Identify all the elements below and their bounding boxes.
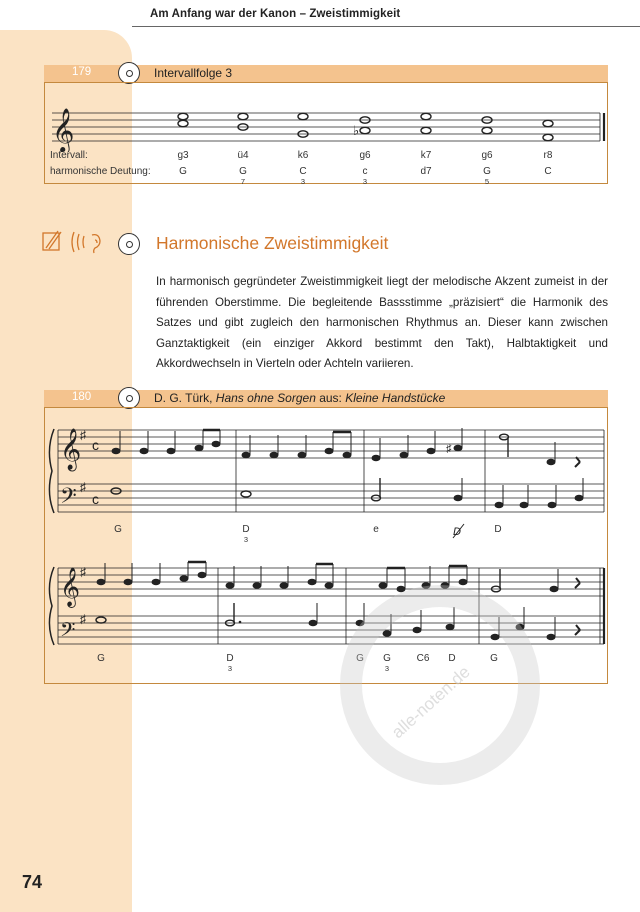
interval-value: ü4 <box>237 150 249 161</box>
chord-symbol: e <box>373 524 379 535</box>
pencil-icon <box>43 231 61 250</box>
chord-symbol: D <box>494 524 502 535</box>
section-title: Harmonische Zweistimmigkeit <box>156 233 389 253</box>
svg-text:c: c <box>92 437 99 453</box>
harmony-subscript: 3 <box>362 177 368 186</box>
cd-icon <box>118 62 140 84</box>
section-paragraph: In harmonisch gegründeter Zweistimmigkeit liegt der melodische Akzent zumeist in der führenden Oberstimme. Die begleitende Bassstimme „präzisiert“ die Harmonik des Satzes und gibt zugleich den harmonischen Rhythmus an. Dieser kann zwischen Ganztaktigkeit (ein einziger Akkord bestimmt den Takt), Halbtaktigkeit und Akkordwechseln in Vierteln oder Achteln variieren. <box>156 275 608 370</box>
interval-label: Intervall: <box>50 150 88 161</box>
interval-value: g6 <box>481 150 493 161</box>
crossed-d-icon <box>452 522 466 544</box>
chord-symbol: G <box>114 524 122 535</box>
harmony-value: G <box>483 166 491 177</box>
chord-symbol: G <box>97 653 105 664</box>
page-number: 74 <box>22 872 43 892</box>
chord-symbol: G <box>383 653 391 664</box>
section-icons <box>40 228 120 256</box>
example-180-title <box>154 391 445 405</box>
example-180-number: 180 <box>72 391 92 403</box>
harmony-value: d7 <box>420 166 432 177</box>
source-connector: aus: <box>315 391 346 405</box>
harmony-value: C <box>544 166 552 177</box>
example-179-title: Intervallfolge 3 <box>154 66 233 80</box>
running-header: Am Anfang war der Kanon – Zweistimmigkeit <box>150 8 401 20</box>
svg-text:♯: ♯ <box>80 428 86 442</box>
listening-icon <box>72 232 100 253</box>
example-179-number: 179 <box>72 66 92 78</box>
harmony-value: G <box>239 166 247 177</box>
harmony-value: G <box>179 166 187 177</box>
treble-clef-icon: 𝄞 <box>60 568 81 606</box>
chord-subscript: 3 <box>384 664 390 673</box>
collection-title: Kleine Handstücke <box>345 391 446 405</box>
interval-value: g3 <box>177 150 189 161</box>
svg-text:D: D <box>453 526 461 538</box>
interval-value: k6 <box>297 150 309 161</box>
svg-text:♯: ♯ <box>80 565 86 579</box>
svg-text:♯: ♯ <box>80 612 86 626</box>
chord-symbol: D <box>448 653 456 664</box>
svg-text:♭: ♭ <box>353 123 360 138</box>
treble-clef-icon: 𝄞 <box>52 110 75 152</box>
cd-icon <box>118 387 140 409</box>
composer: D. G. Türk, <box>154 391 216 405</box>
bass-clef-icon: 𝄢 <box>60 619 76 646</box>
interval-value: r8 <box>543 150 553 161</box>
harmony-value: C <box>299 166 307 177</box>
harmony-label: harmonische Deutung: <box>50 166 151 177</box>
harmony-value: c <box>362 166 368 177</box>
interval-value: k7 <box>420 150 432 161</box>
treble-clef-icon: 𝄞 <box>60 428 82 469</box>
chord-subscript: 3 <box>243 535 249 544</box>
chord-symbol: G <box>490 653 498 664</box>
interval-value: g6 <box>359 150 371 161</box>
harmony-subscript: 5 <box>484 177 490 186</box>
watermark-text: alle-noten.de <box>388 662 474 743</box>
cd-icon <box>118 233 140 255</box>
svg-text:c: c <box>92 491 99 507</box>
svg-text:♯: ♯ <box>446 443 452 455</box>
harmony-subscript: 3 <box>300 177 306 186</box>
chord-symbol: C6 <box>416 653 430 664</box>
chord-symbol: D <box>226 653 234 664</box>
interval-staff <box>44 82 608 152</box>
chord-symbol: G <box>356 653 364 664</box>
score-system-1 <box>44 407 608 517</box>
harmony-subscript: 7 <box>240 177 246 186</box>
chord-symbol: D <box>242 524 250 535</box>
chord-subscript: 3 <box>227 664 233 673</box>
svg-text:♯: ♯ <box>80 480 86 494</box>
header-rule <box>132 26 640 27</box>
bass-clef-icon: 𝄢 <box>60 483 77 513</box>
piece-title: Hans ohne Sorgen <box>215 391 316 405</box>
